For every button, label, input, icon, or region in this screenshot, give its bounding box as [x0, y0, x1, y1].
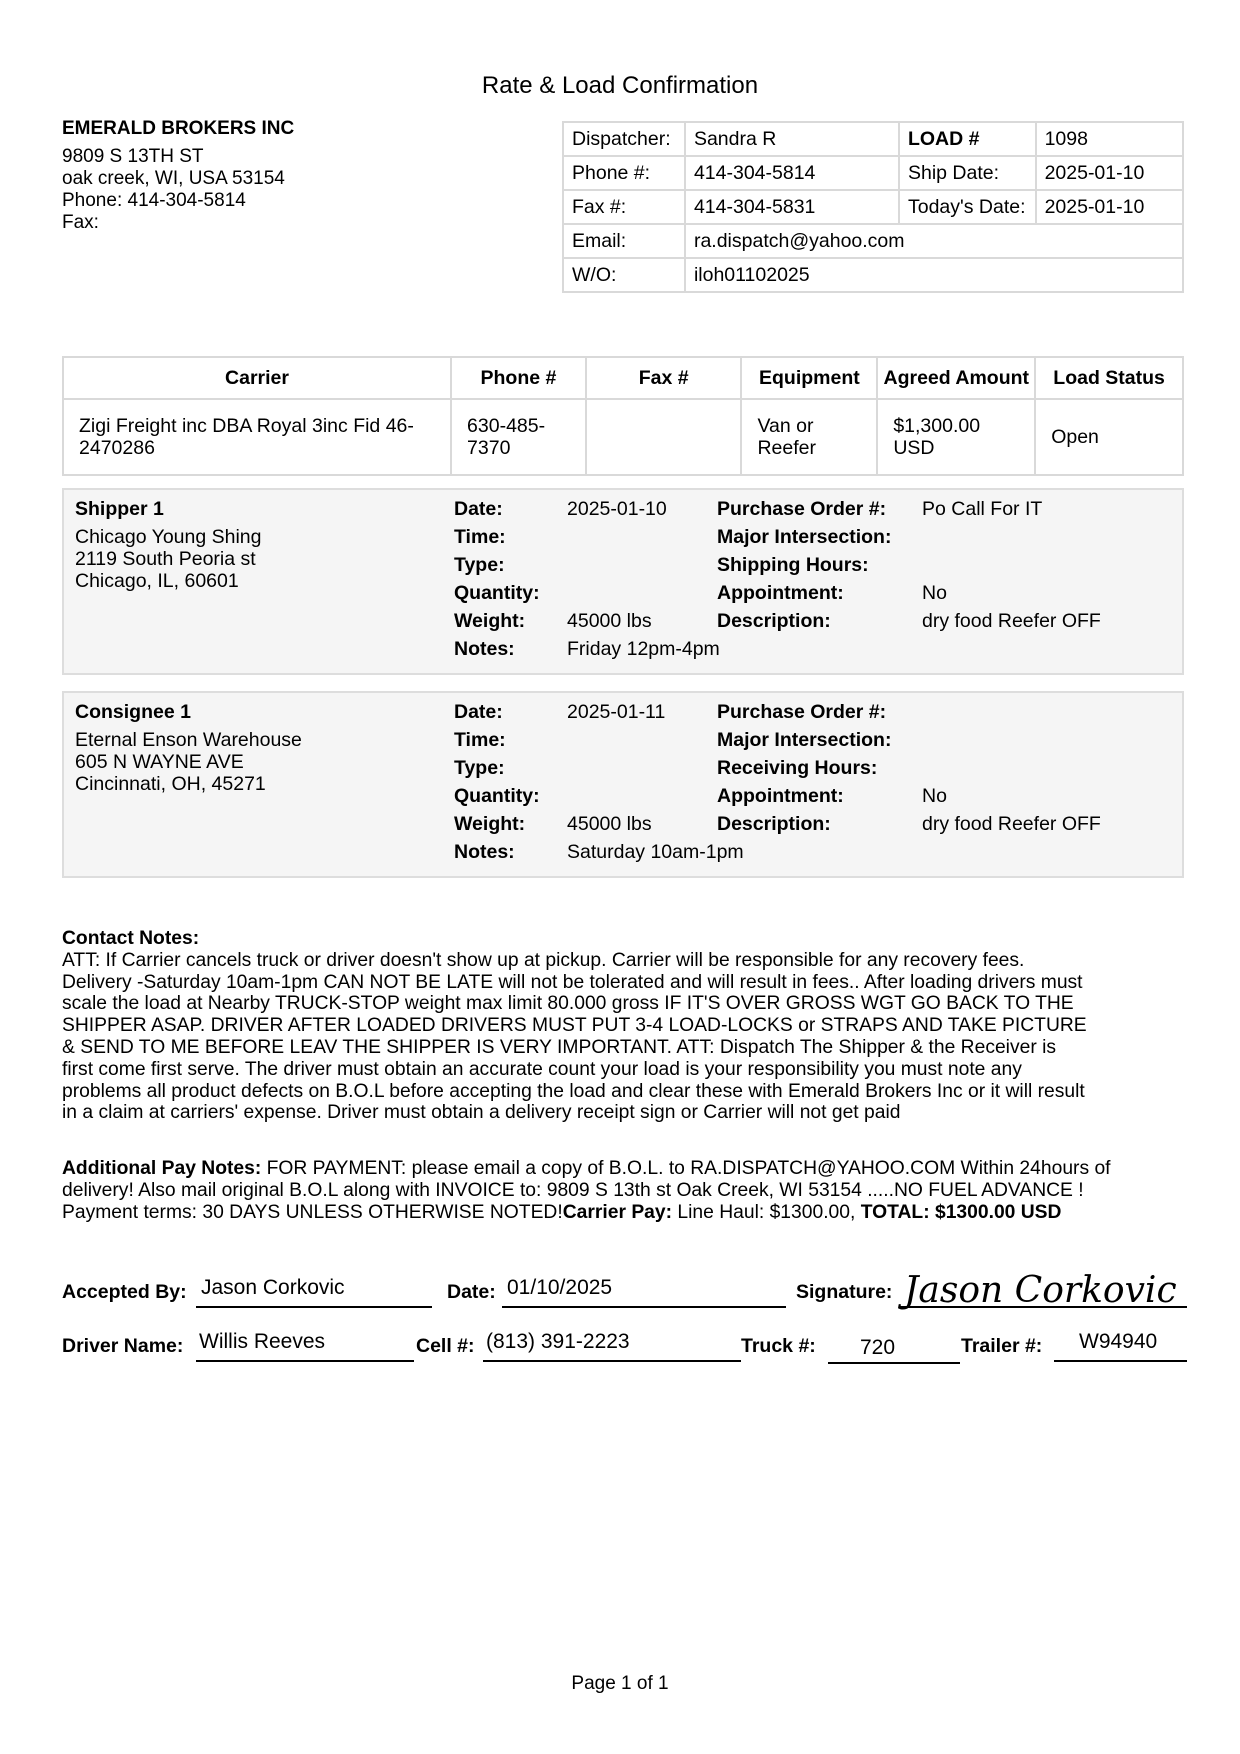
shipper-notes: Friday 12pm-4pm — [567, 638, 720, 660]
shipper-quantity-label: Quantity: — [454, 582, 540, 604]
svg-text:Jason Corkovic: Jason Corkovic — [904, 1270, 1177, 1311]
signature-field[interactable] — [900, 1270, 1187, 1311]
pay-notes-line-3: Payment terms: 30 DAYS UNLESS OTHERWISE NOTED! — [62, 1201, 563, 1223]
carrier-equipment: Van or Reefer — [741, 399, 877, 475]
shipper-intersection-label: Major Intersection: — [717, 526, 892, 548]
carrier-header: Carrier — [63, 357, 451, 399]
shipper-weight: 45000 lbs — [567, 610, 652, 632]
date-field[interactable] — [502, 1276, 786, 1308]
ship-date-value: 2025-01-10 — [1036, 156, 1183, 190]
pay-notes — [62, 1158, 1184, 1223]
shipper-notes-label: Notes: — [454, 638, 515, 660]
carrier-phone: 630-485- 7370 — [451, 399, 586, 475]
shipper-weight-label: Weight: — [454, 610, 526, 632]
pay-notes-line-2: delivery! Also mail original B.O.L along with INVOICE to: 9809 S 13th st Oak Creek, WI 53154 .....NO FUEL ADVANCE ! — [62, 1179, 1084, 1201]
shipper-po: Po Call For IT — [922, 498, 1043, 520]
agreed-amount: $1,300.00 USD — [877, 399, 1035, 475]
dispatcher-value: Sandra R — [685, 122, 899, 156]
consignee-weight: 45000 lbs — [567, 813, 652, 835]
equipment-header: Equipment — [741, 357, 877, 399]
shipper-section — [62, 488, 1184, 675]
consignee-date: 2025-01-11 — [567, 701, 666, 723]
fax-value: 414-304-5831 — [685, 190, 899, 224]
today-date-value: 2025-01-10 — [1036, 190, 1183, 224]
cell-label: Cell #: — [416, 1335, 475, 1357]
pay-notes-label: Additional Pay Notes: — [62, 1158, 262, 1179]
accepted-by-label: Accepted By: — [62, 1281, 187, 1303]
shipper-appointment-label: Appointment: — [717, 582, 844, 604]
truck-value: 720 — [860, 1336, 896, 1359]
shipper-date-label: Date: — [454, 498, 503, 520]
page-number: Page 1 of 1 — [571, 1673, 669, 1694]
contact-notes-line: SHIPPER ASAP. DRIVER AFTER LOADED DRIVERS MUST PUT 3-4 LOAD-LOCKS or STRAPS AND TAKE PICTURE — [62, 1015, 1087, 1037]
shipper-street: 2119 South Peoria st — [75, 548, 256, 570]
consignee-intersection-label: Major Intersection: — [717, 729, 892, 751]
dispatcher-label: Dispatcher: — [563, 122, 685, 156]
carrier-pay-label: Carrier Pay: — [562, 1201, 673, 1223]
load-value: 1098 — [1036, 122, 1183, 156]
today-date-label: Today's Date: — [899, 190, 1036, 224]
dispatch-table — [562, 121, 1184, 293]
consignee-notes-label: Notes: — [454, 841, 515, 863]
contact-notes-line: Delivery -Saturday 10am-1pm CAN NOT BE LATE will not be tolerated and will result in fees.. After loading drivers must — [62, 971, 1083, 993]
consignee-time-label: Time: — [454, 729, 506, 751]
accepted-by-value: Jason Corkovic — [201, 1276, 345, 1299]
shipper-date: 2025-01-10 — [567, 498, 667, 520]
consignee-notes: Saturday 10am-1pm — [567, 841, 744, 863]
fax-header: Fax # — [586, 357, 742, 399]
ship-date-label: Ship Date: — [899, 156, 1036, 190]
company-block — [62, 118, 294, 234]
trailer-field[interactable] — [1054, 1330, 1187, 1362]
phone-header: Phone # — [451, 357, 586, 399]
consignee-date-label: Date: — [454, 701, 503, 723]
total-amount: TOTAL: $1300.00 USD — [860, 1201, 1062, 1223]
company-name: EMERALD BROKERS INC — [62, 118, 295, 139]
consignee-name: Eternal Enson Warehouse — [75, 729, 302, 751]
shipper-description-label: Description: — [717, 610, 831, 632]
contact-notes-line: ATT: If Carrier cancels truck or driver doesn't show up at pickup. Carrier will be responsible for any recovery fees. — [62, 949, 1025, 971]
truck-field[interactable] — [828, 1332, 960, 1364]
shipper-name: Chicago Young Shing — [75, 526, 262, 548]
truck-label: Truck #: — [741, 1335, 816, 1357]
contact-notes-line: first come first serve. The driver must obtain an accurate count your load is your responsibility you must note any — [62, 1058, 1022, 1080]
wo-label: W/O: — [563, 258, 685, 292]
shipper-type-label: Type: — [454, 554, 505, 576]
wo-value: iloh01102025 — [685, 258, 1183, 292]
phone-label: Phone #: — [563, 156, 685, 190]
company-phone: Phone: 414-304-5814 — [62, 190, 246, 211]
consignee-heading: Consignee 1 — [75, 701, 191, 723]
pay-notes-line-1: FOR PAYMENT: please email a copy of B.O.L. to RA.DISPATCH@YAHOO.COM Within 24hours of — [261, 1158, 1111, 1179]
agreed-amount-header: Agreed Amount — [877, 357, 1035, 399]
cell-field[interactable] — [483, 1330, 741, 1362]
shipper-appointment: No — [922, 582, 947, 604]
load-status-header: Load Status — [1035, 357, 1183, 399]
contact-notes-line: & SEND TO ME BEFORE LEAV THE SHIPPER IS VERY IMPORTANT. ATT: Dispatch The Shipper & the Receiver is — [62, 1036, 1057, 1058]
company-fax: Fax: — [62, 212, 99, 233]
shipper-city: Chicago, IL, 60601 — [75, 570, 239, 592]
signature-label: Signature: — [796, 1281, 893, 1303]
document-title: Rate & Load Confirmation — [481, 72, 759, 99]
consignee-quantity-label: Quantity: — [454, 785, 540, 807]
carrier-row — [63, 399, 1183, 475]
signature-image — [900, 1264, 1187, 1326]
shipper-hours-label: Shipping Hours: — [717, 554, 869, 576]
consignee-hours-label: Receiving Hours: — [717, 757, 878, 779]
carrier-name: Zigi Freight inc DBA Royal 3inc Fid 46- 2470286 — [63, 399, 451, 475]
load-label: LOAD # — [899, 122, 1036, 156]
driver-name-value: Willis Reeves — [199, 1330, 326, 1353]
carrier-table — [62, 356, 1184, 476]
company-address-1: 9809 S 13TH ST — [62, 146, 204, 167]
consignee-weight-label: Weight: — [454, 813, 526, 835]
consignee-section — [62, 691, 1184, 878]
fax-label: Fax #: — [563, 190, 685, 224]
shipper-heading: Shipper 1 — [75, 498, 164, 520]
trailer-value: W94940 — [1079, 1330, 1158, 1353]
consignee-po-label: Purchase Order #: — [717, 701, 887, 723]
cell-value: (813) 391-2223 — [486, 1330, 630, 1353]
consignee-street: 605 N WAYNE AVE — [75, 751, 244, 773]
company-address-2: oak creek, WI, USA 53154 — [62, 168, 285, 189]
driver-name-field[interactable] — [196, 1330, 414, 1362]
carrier-fax — [586, 399, 742, 475]
shipper-description: dry food Reefer OFF — [922, 610, 1101, 632]
contact-notes-heading: Contact Notes: — [62, 928, 200, 949]
load-status: Open — [1035, 399, 1183, 475]
contact-notes-line: scale the load at Nearby TRUCK-STOP weight max limit 80.000 gross IF IT'S OVER GROSS WGT GO BACK TO THE — [62, 993, 1074, 1015]
email-value: ra.dispatch@yahoo.com — [685, 224, 1183, 258]
consignee-appointment-label: Appointment: — [717, 785, 844, 807]
trailer-label: Trailer #: — [961, 1335, 1043, 1357]
consignee-appointment: No — [922, 785, 947, 807]
consignee-description: dry food Reefer OFF — [922, 813, 1101, 835]
driver-name-label: Driver Name: — [62, 1335, 184, 1357]
shipper-time-label: Time: — [454, 526, 506, 548]
phone-value: 414-304-5814 — [685, 156, 899, 190]
contact-notes-line: in a claim at carriers' expense. Driver must obtain a delivery receipt sign or Carrier will not get paid — [62, 1102, 901, 1124]
carrier-pay-value: Line Haul: $1300.00, — [672, 1201, 861, 1223]
accepted-by-field[interactable] — [196, 1276, 432, 1308]
date-value: 01/10/2025 — [507, 1276, 613, 1299]
shipper-po-label: Purchase Order #: — [717, 498, 887, 520]
contact-notes — [62, 928, 1184, 1124]
email-label: Email: — [563, 224, 685, 258]
consignee-type-label: Type: — [454, 757, 505, 779]
consignee-city: Cincinnati, OH, 45271 — [75, 773, 266, 795]
consignee-description-label: Description: — [717, 813, 831, 835]
contact-notes-line: problems all product defects on B.O.L before accepting the load and clear these with Emerald Brokers Inc or it will result — [62, 1080, 1085, 1102]
date-label: Date: — [447, 1281, 496, 1303]
